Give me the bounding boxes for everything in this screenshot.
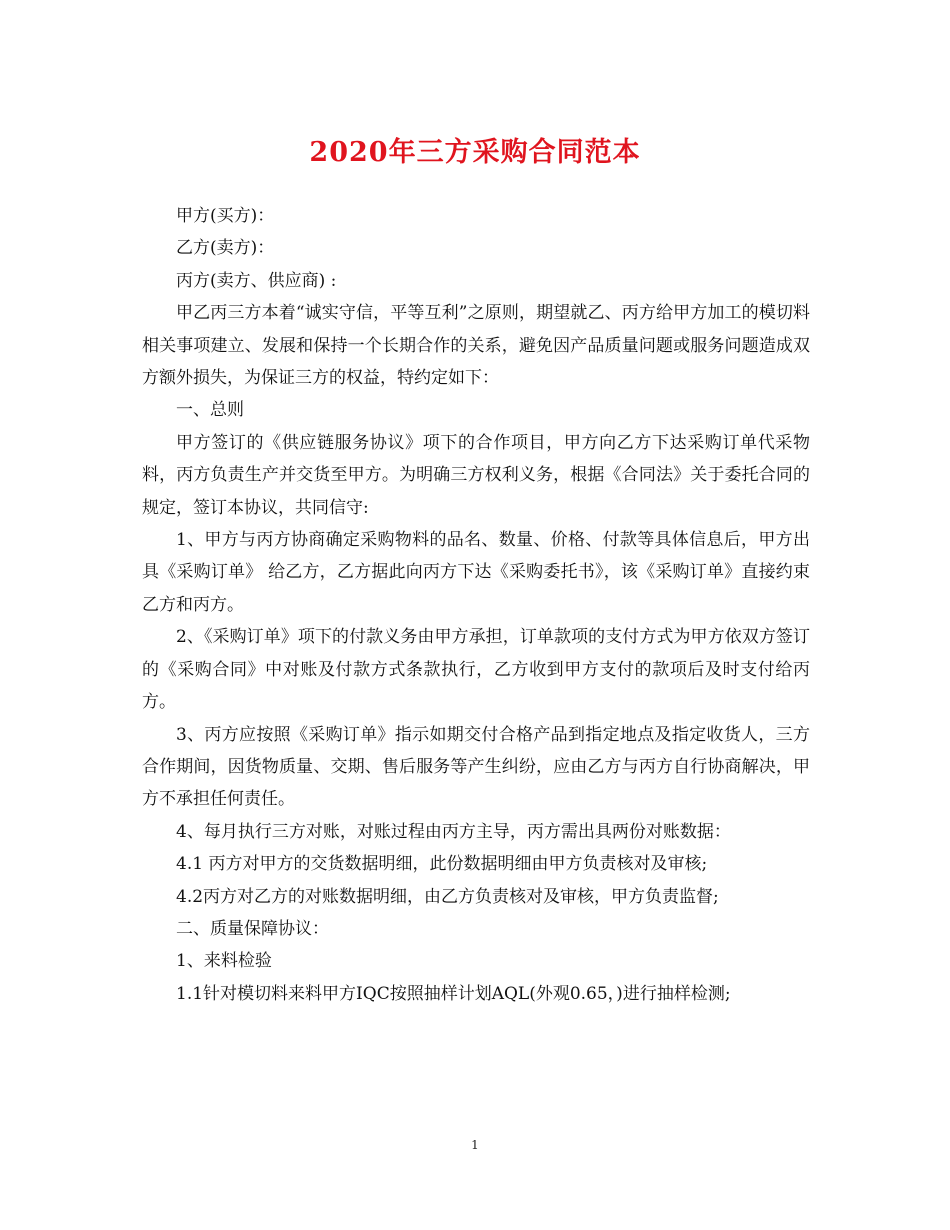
party-a-line: 甲方(买方)：	[176, 206, 275, 226]
document-title: 2020年三方采购合同范本	[309, 137, 641, 168]
general-paragraph: 甲方签订的《供应链服务协议》项下的合作项目，甲方向乙方下达采购订单代采物料，丙方负责生产并交货至甲方。为明确三方权利义务，根据《合同法》关于委托合同的规定，签订本协议，共同信守:	[142, 432, 810, 518]
preamble-paragraph: 甲乙丙三方本着“诚实守信，平等互利”之原则，期望就乙、丙方给甲方加工的模切料相关事项建立、发展和保持一个长期合作的关系，避免因产品质量问题或服务问题造成双方额外损失，为保证三方的权益，特约定如下：	[142, 303, 810, 389]
subsection-incoming-inspection: 1、来料检验	[176, 951, 272, 972]
clause-4-1: 4.1 丙方对甲方的交货数据明细，此份数据明细由甲方负责核对及审核;	[176, 854, 708, 875]
page-number: 1	[471, 1138, 479, 1152]
clause-1: 1、甲方与丙方协商确定采购物料的品名、数量、价格、付款等具体信息后，甲方出具《采购订单》 给乙方，乙方据此向丙方下达《采购委托书》，该《采购订单》直接约束乙方和丙方。	[142, 530, 810, 615]
party-b-line: 乙方(卖方)：	[176, 238, 275, 259]
clause-4-2: 4.2丙方对乙方的对账数据明细，由乙方负责核对及审核，甲方负责监督;	[176, 886, 719, 907]
section-heading-general: 一、总则	[176, 400, 244, 421]
clause-1-1: 1.1针对模切料来料甲方IQC按照抽样计划AQL(外观0.65，)进行抽样检测;	[176, 983, 731, 1004]
clause-3: 3、丙方应按照《采购订单》指示如期交付合格产品到指定地点及指定收货人，三方合作期间，因货物质量、交期、售后服务等产生纠纷，应由乙方与丙方自行协商解决，甲方不承担任何责任。	[142, 724, 810, 810]
party-c-line: 丙方(卖方、供应商) :	[176, 270, 337, 291]
section-heading-quality: 二、质量保障协议：	[176, 918, 329, 939]
document-body	[142, 200, 810, 1010]
clause-4: 4、每月执行三方对账，对账过程由丙方主导，丙方需出具两份对账数据：	[176, 821, 731, 842]
clause-2: 2、《采购订单》项下的付款义务由甲方承担，订单款项的支付方式为甲方依双方签订的《采购合同》中对账及付款方式条款执行，乙方收到甲方支付的款项后及时支付给丙方。	[142, 627, 810, 713]
